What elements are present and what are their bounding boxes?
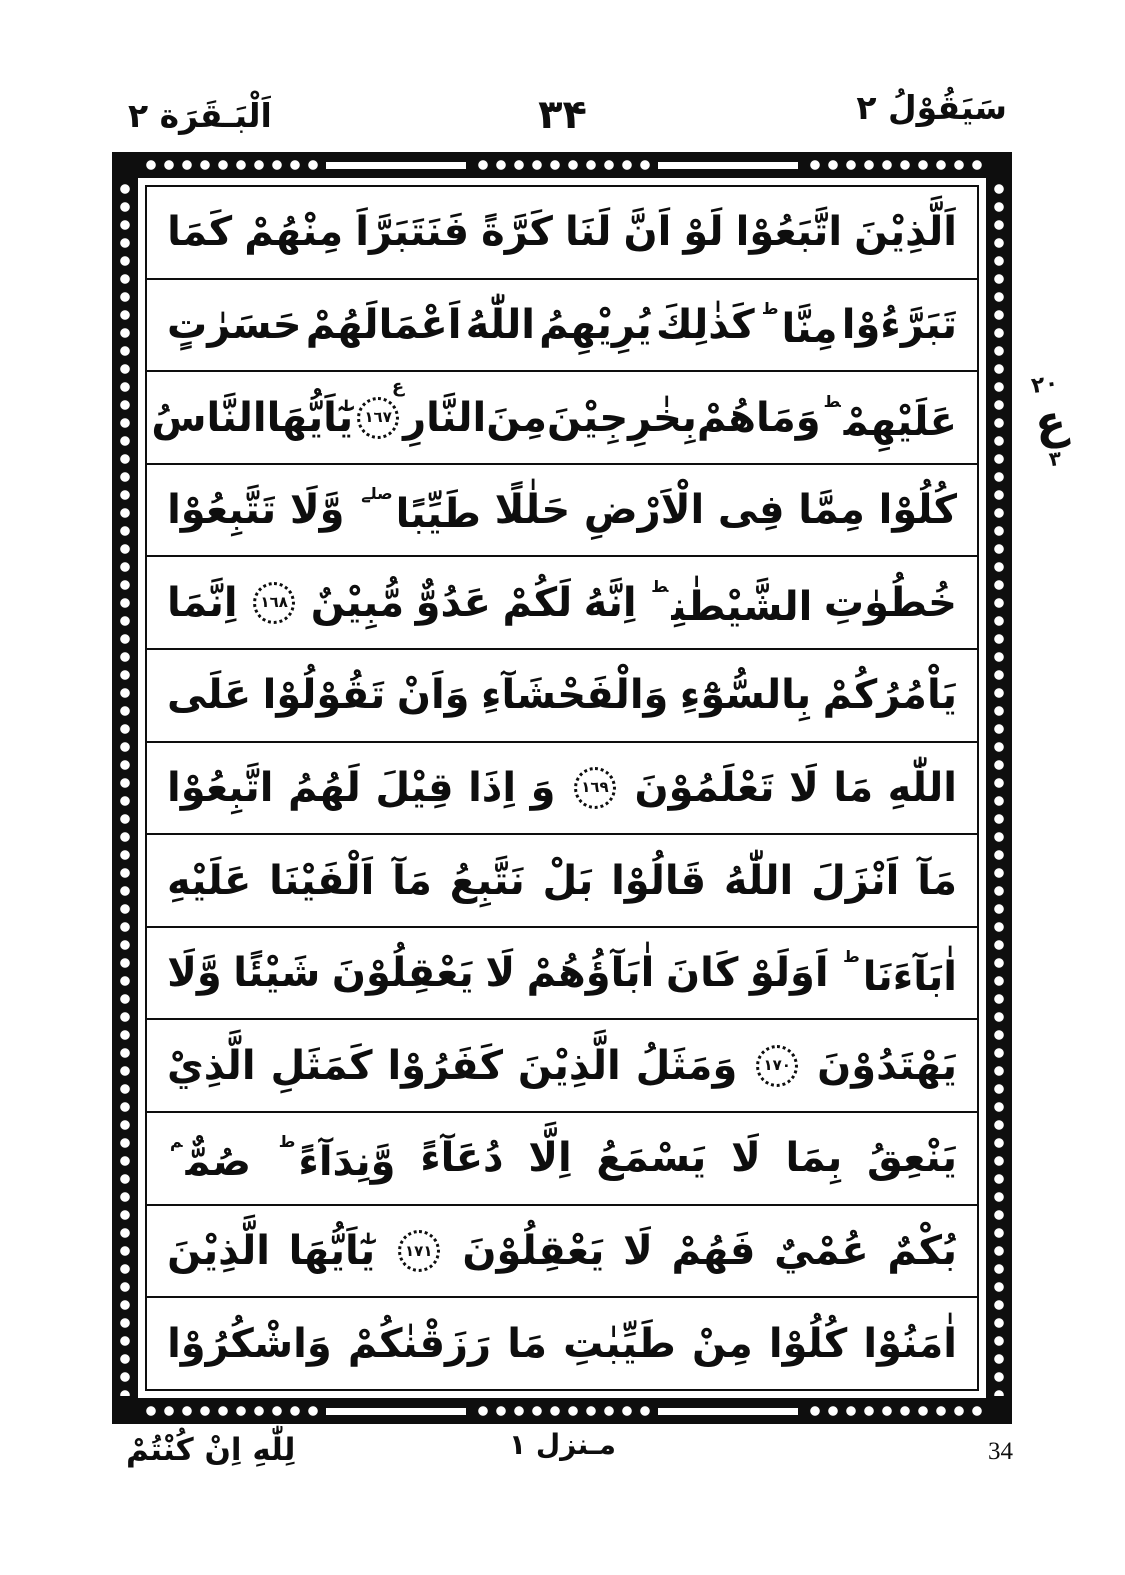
word: لَوْ: [683, 209, 724, 256]
verse-marker-medallion: [357, 375, 405, 439]
verse-number: ١٧١: [405, 1241, 433, 1260]
word: كَذٰلِكَ: [656, 301, 755, 348]
word: مَا: [833, 764, 874, 811]
quran-line: [147, 1298, 977, 1389]
word: لَا: [623, 1228, 653, 1274]
frame-inner-gap: [138, 178, 986, 1398]
word: كَمَثَلِ: [270, 1042, 373, 1089]
quran-line: [147, 187, 977, 280]
word: شَيْئًا: [233, 950, 321, 997]
word: عَلَى: [167, 672, 252, 719]
word: نَتَّبِعُ: [449, 857, 525, 904]
border-ornament-top: [142, 157, 982, 173]
border-ornament-left: [117, 180, 133, 1396]
word: وَّلَا: [289, 487, 345, 534]
word: فَنَتَبَرَّاَ: [355, 209, 470, 256]
word: اَنَّ: [623, 209, 672, 256]
word: اللّٰهُ: [465, 301, 535, 348]
word: عَلَيْهِمْ$^ط$: [823, 391, 957, 445]
word: مِنْ: [691, 1320, 753, 1367]
verse-marker-medallion: [574, 767, 616, 809]
word: اَنْزَلَ: [811, 857, 900, 904]
word: حَسَرٰتٍ: [167, 301, 302, 348]
ain-ruku-icon: ع: [391, 375, 405, 397]
ain-ruku-icon: ع: [1030, 393, 1070, 451]
word: وَّنِدَآءً$^ط$: [278, 1132, 396, 1186]
verse-marker-medallion: [253, 582, 295, 624]
word: فَهُمْ: [671, 1228, 756, 1274]
word: مَآ: [392, 857, 432, 904]
word: لَا: [485, 950, 516, 997]
word: دُعَآءً: [420, 1135, 504, 1182]
border-bar-segment: [658, 162, 798, 169]
word: الشَّيْطٰنِ$^ط$: [651, 576, 813, 630]
word: اٰبَآءَنَا$^ط$: [843, 947, 957, 1001]
word: وَالْفَحْشَآءِ: [481, 672, 669, 719]
word: صُمٌّ$^م$: [170, 1132, 252, 1186]
verse-number: ١٧٠: [763, 1056, 791, 1075]
word: اَوَلَوْ: [749, 950, 829, 997]
word: مَآ: [917, 857, 957, 904]
word: بَلْ: [542, 857, 594, 904]
word: اتَّبَعُوْا: [735, 209, 843, 256]
surah-name-header: اَلْبَـقَرَة ٢: [128, 96, 272, 135]
word: لَنَا: [564, 209, 612, 256]
word: اٰبَآؤُهُمْ: [526, 950, 655, 997]
word: طَيِّبًا$^{صلے}$: [361, 484, 481, 538]
word: يٰٓاَيُّهَا: [288, 1228, 376, 1274]
pause-mark: ط: [823, 391, 841, 411]
quran-line: [147, 928, 977, 1021]
word: اَعْمَالَهُمْ: [305, 301, 462, 348]
verse-number: ١٦٧: [364, 408, 392, 427]
word: كُلُوْا: [878, 487, 957, 534]
word: اِنَّمَا: [167, 579, 238, 626]
word: مِمَّا: [798, 487, 865, 534]
word: عَدُوٌّ: [415, 579, 491, 626]
word: اٰمَنُوْا: [863, 1320, 957, 1367]
pause-mark: ط: [843, 947, 860, 967]
verse-number: ١٦٨: [260, 593, 288, 612]
word: تَقُوْلُوْا: [262, 672, 386, 719]
word: اللّٰهِ: [887, 764, 957, 811]
quran-line: [147, 743, 977, 836]
verse-marker-medallion: [398, 1230, 440, 1272]
word: اتَّبِعُوْا: [167, 764, 274, 811]
pause-mark: ط: [278, 1132, 296, 1152]
word: يَعْقِلُوْنَ: [462, 1228, 605, 1274]
quran-line: [147, 557, 977, 650]
catchword: لِلّٰهِ اِنْ كُنْتُمْ: [126, 1432, 296, 1468]
word: تَتَّبِعُوْا: [167, 487, 277, 534]
quran-line: [147, 280, 977, 373]
word: فِى: [717, 487, 785, 534]
word: مَا: [507, 1320, 547, 1367]
scrollwork-segment: [806, 157, 982, 173]
quran-line: [147, 1206, 977, 1299]
word: عَلَيْهِ: [167, 857, 252, 904]
word: مُّبِيْنٌ: [310, 579, 405, 626]
word: اِلَّا: [528, 1135, 572, 1182]
scrollwork-segment: [806, 1403, 982, 1419]
word: يَعْقِلُوْنَ: [331, 950, 474, 997]
word: النَّاسُ: [151, 394, 267, 441]
word: تَعْلَمُوْنَ: [634, 764, 775, 811]
word: يَهْتَدُوْنَ: [817, 1042, 957, 1089]
quran-line: [147, 372, 977, 465]
quran-line: [147, 835, 977, 928]
word: وَّلَا: [167, 950, 222, 997]
word: كَمَا: [167, 209, 233, 256]
word: وَمَا: [756, 394, 821, 441]
border-bar-segment: [658, 1408, 798, 1415]
pause-mark: م: [170, 1132, 183, 1152]
word: اللّٰهُ: [723, 857, 794, 904]
word: وَمَثَلُ: [635, 1042, 738, 1089]
word: بِخٰرِجِيْنَ: [547, 394, 697, 441]
scrollwork-segment: [142, 1403, 318, 1419]
scrollwork-segment: [474, 1403, 650, 1419]
scrollwork-segment: [142, 157, 318, 173]
word: اِذَا: [468, 764, 517, 811]
word: وَاَنْ: [396, 672, 470, 719]
manzil-label: مـنزل ١: [509, 1428, 616, 1461]
verse-marker-medallion: [756, 1045, 798, 1087]
word: كَرَّةً: [481, 209, 553, 256]
word: رَزَقْنٰكُمْ: [347, 1320, 492, 1367]
word: يٰٓاَيُّهَا: [266, 394, 354, 441]
word: بُكْمٌ: [887, 1228, 957, 1274]
word: وَ: [530, 764, 556, 811]
word: كُلُوْا: [768, 1320, 848, 1367]
word: يَنْعِقُ: [867, 1135, 957, 1182]
word: هُمْ: [696, 394, 756, 441]
decorative-border-frame: [112, 152, 1012, 1424]
word: كَانَ: [665, 950, 739, 997]
word: يَاْمُرُكُمْ: [822, 672, 957, 719]
word: خُطُوٰتِ: [823, 579, 957, 626]
quran-line: [147, 465, 977, 558]
ruku-count-surah: ٢٠: [1029, 370, 1060, 400]
word: كَفَرُوْا: [387, 1042, 503, 1089]
word: لَهُمُ: [288, 764, 361, 811]
page-number-latin: 34: [988, 1438, 1013, 1465]
ruku-margin-marker: [1007, 367, 1092, 475]
scrollwork-segment: [474, 157, 650, 173]
word: طَيِّبٰتِ: [563, 1320, 676, 1367]
quran-text-area: [145, 185, 979, 1391]
word: اَلَّذِيْنَ: [854, 209, 957, 256]
quran-line: [147, 650, 977, 743]
word: حَلٰلًا: [494, 487, 571, 534]
word: مِنَ: [486, 394, 547, 441]
word: تَبَرَّءُوْا: [841, 301, 957, 348]
word: لَا: [730, 1135, 761, 1182]
word: قَالُوْا: [611, 857, 707, 904]
word: الْاَرْضِ: [583, 487, 705, 534]
border-bar-segment: [326, 1408, 466, 1415]
word: لَكُمْ: [502, 579, 573, 626]
ruku-count-juz: ٣: [1047, 445, 1063, 472]
verse-number: ١٦٩: [581, 778, 609, 797]
word: النَّارِ: [403, 394, 487, 441]
pause-mark: صلے: [361, 484, 393, 504]
border-ornament-bottom: [142, 1403, 982, 1419]
border-bar-segment: [326, 162, 466, 169]
word: قِيْلَ: [375, 764, 454, 811]
word: لَا: [789, 764, 819, 811]
word: مِنَّا$^ط$: [761, 298, 838, 352]
border-ornament-right: [991, 180, 1007, 1396]
word: اِنَّهُ: [583, 579, 637, 626]
word: اَلْفَيْنَا: [269, 857, 375, 904]
word: مِنْهُمْ: [244, 209, 344, 256]
word: يَسْمَعُ: [596, 1135, 707, 1182]
word: الَّذِيْنَ: [517, 1042, 621, 1089]
word: يُرِيْهِمُ: [539, 301, 652, 348]
word: بِالسُّوْٓءِ: [679, 672, 812, 719]
juz-name-header: سَيَقُوْلُ ٢: [856, 88, 1007, 127]
word: الَّذِيْ: [167, 1042, 256, 1089]
pause-mark: ط: [651, 576, 669, 596]
page-number-arabic: ۳۴: [538, 92, 587, 138]
quran-line: [147, 1113, 977, 1206]
word: وَاشْكُرُوْا: [167, 1320, 332, 1367]
pause-mark: ط: [761, 298, 779, 318]
quran-line: [147, 1020, 977, 1113]
word: عُمْيٌ: [774, 1228, 869, 1274]
word: الَّذِيْنَ: [167, 1228, 270, 1274]
word: بِمَا: [785, 1135, 843, 1182]
